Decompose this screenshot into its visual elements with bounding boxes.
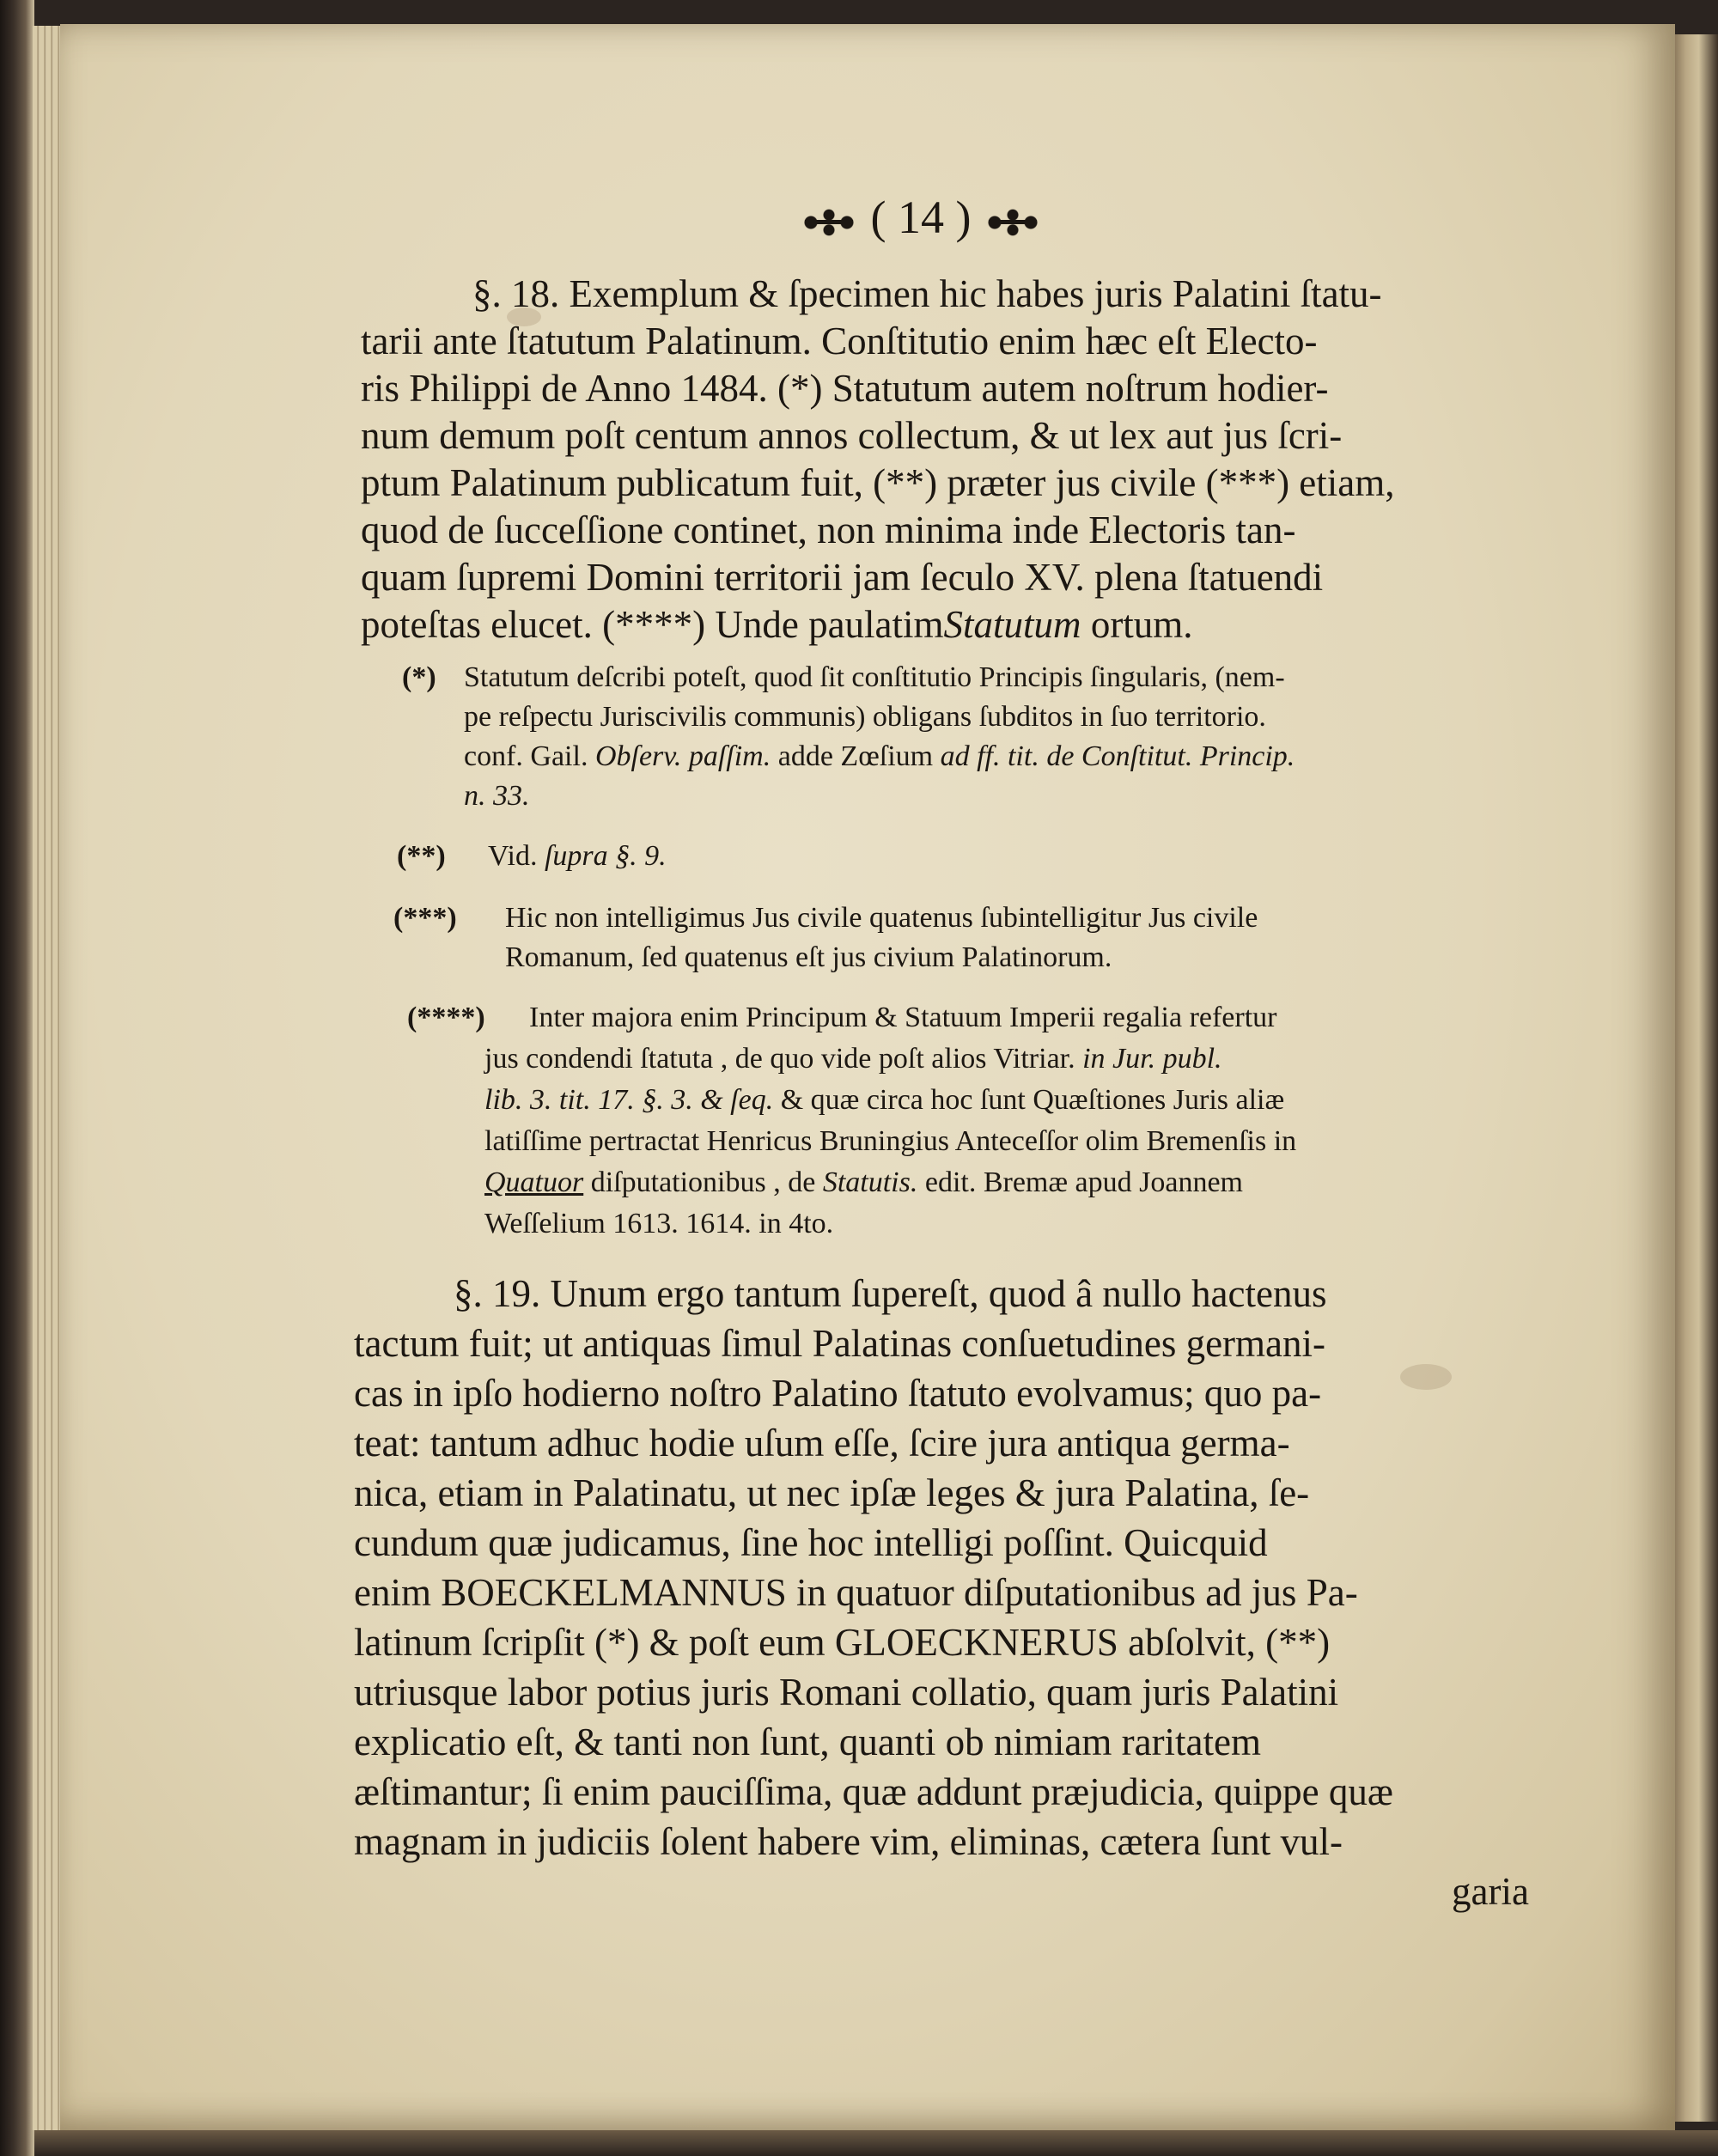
footnote-line [488,840,667,873]
footnote-line: Inter majora enim Principum & Statuum Imperii regalia refertur [529,1002,1277,1033]
para18-line: quod de ſucceſſione continet, non minima inde Electoris tan- [361,509,1296,551]
para18-line: §. 18. Exemplum & ſpecimen hic habes juris Palatini ſtatu- [472,272,1382,315]
footnote-seg-italic: Quatuor [484,1166,584,1198]
para18-tail: ortum. [1081,603,1193,646]
para18-italic-statutum: Statutum [943,603,1081,646]
footnote-line: pe reſpectu Juriscivilis communis) obligans ſubditos in ſuo territorio. [464,701,1266,733]
footnote-line [484,1166,1243,1199]
footnote-seg-italic: ſupra §. 9. [544,840,667,872]
footnote-line: Romanum, ſed quatenus eſt jus civium Palatinorum. [505,941,1112,973]
footnote-seg: & quæ circa hoc ſunt Quæſtiones Juris aliæ [773,1084,1285,1116]
para18-line: tarii ante ſtatutum Palatinum. Conſtitutio enim hæc eſt Electo- [361,320,1318,362]
footnote-seg: conf. Gail. [464,740,595,772]
page-number: ( 14 ) [870,192,972,243]
para19-line: enim BOECKELMANNUS in quatuor diſputationibus ad jus Pa- [354,1571,1358,1614]
footnote-mark: (***) [393,902,457,934]
para19-line: cundum quæ judicamus, ſine hoc intelligi poſſint. Quicquid [354,1521,1268,1564]
footnote-seg: Vid. [488,840,545,872]
footnote-line [484,1043,1222,1075]
para19-line: magnam in judiciis ſolent habere vim, eliminas, cætera ſunt vul- [354,1820,1343,1863]
para19-line: explicatio eſt, & tanti non ſunt, quanti ob nimiam raritatem [354,1721,1262,1763]
footnote-seg-italic: Statutis. [822,1166,918,1198]
para19-line: §. 19. Unum ergo tantum ſupereſt, quod â nullo hactenus [454,1272,1327,1315]
footnote-line: n. 33. [464,780,530,812]
footnote-line [484,1084,1284,1117]
para19-line: tactum fuit; ut antiquas ſimul Palatinas conſuetudines germani- [354,1322,1325,1365]
para19-line: nica, etiam in Palatinatu, ut nec ipſæ leges & jura Palatina, ſe- [354,1471,1310,1514]
para18-line-last [361,602,1193,647]
para19-line: cas in ipſo hodierno noſtro Palatino ſtatuto evolvamus; quo pa- [354,1372,1322,1415]
footnote-seg-italic: Obſerv. paſſim. [594,740,771,772]
ornament-left-icon [799,204,859,241]
footnote-seg: edit. Bremæ apud Joannem [917,1166,1244,1198]
para19-line: latinum ſcripſit (*) & poſt eum GLOECKNERUS abſolvit, (**) [354,1621,1331,1664]
para18-line: ris Philippi de Anno 1484. (*) Statutum autem noſtrum hodier- [361,367,1329,410]
book-spine-left [0,0,34,2156]
footnote-seg-italic: ad ff. tit. de Conſtitut. Princip. [940,740,1295,772]
footnote-line: Hic non intelligimus Jus civile quatenus ſubintelligitur Jus civile [505,902,1258,934]
footnote-line: Weſſelium 1613. 1614. in 4to. [484,1208,834,1239]
para18-line-text: poteſtas elucet. (****) Unde paulatim [361,603,944,646]
page-bottom-edge [34,2130,1718,2156]
para19-line: utriusque labor potius juris Romani collatio, quam juris Palatini [354,1671,1339,1714]
page-edges [33,26,62,2130]
ornament-right-icon [983,204,1043,241]
para19-line: æſtimantur; ſi enim pauciſſima, quæ addunt præjudicia, quippe quæ [354,1770,1393,1813]
para18-line: quam ſupremi Domini territorii jam ſeculo XV. plena ſtatuendi [361,556,1324,599]
para18-line: num demum poſt centum annos collectum, & ut lex aut jus ſcri- [361,414,1343,457]
footnote-line: latiſſime pertractat Henricus Bruningius Anteceſſor olim Bremenſis in [484,1125,1297,1157]
footnote-mark: (**) [397,840,446,872]
page-header [799,191,1043,244]
footnote-seg: diſputationibus , de [583,1166,823,1198]
catchword: garia [1452,1870,1529,1913]
page-right-edge [1675,34,1718,2122]
footnote-seg-italic: in Jur. publ. [1082,1043,1222,1075]
footnote-line [464,740,1295,773]
para18-line: ptum Palatinum publicatum fuit, (**) præter jus civile (***) etiam, [361,461,1395,504]
para19-line: teat: tantum adhuc hodie uſum eſſe, ſcire jura antiqua germa- [354,1422,1290,1465]
footnote-line: Statutum deſcribi poteſt, quod ſit conſtitutio Principis ſingularis, (nem- [464,661,1285,693]
footnote-seg: adde Zœſium [771,740,941,772]
footnote-seg-italic: lib. 3. tit. 17. §. 3. & ſeq. [484,1084,774,1116]
footnote-seg: jus condendi ſtatuta , de quo vide poſt alios Vitriar. [484,1043,1083,1075]
footnote-mark: (****) [407,1002,485,1033]
footnote-mark: (*) [402,661,436,693]
